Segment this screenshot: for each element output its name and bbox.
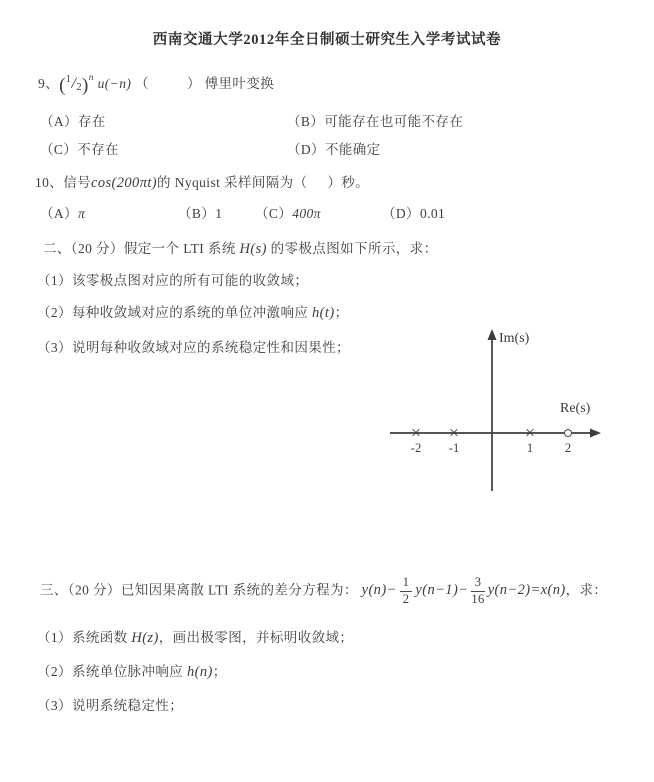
section2-prefix: 二、（20 分）假定一个 LTI 系统	[43, 241, 236, 256]
axis-tick-label: 2	[564, 441, 572, 455]
s3-f3: y(n−2)=x(n)	[487, 582, 566, 599]
q9-option-a	[40, 110, 106, 130]
q9-right-paren: )	[81, 75, 89, 96]
q9-option-c-text: 不存在	[77, 142, 119, 157]
pole-marker: ×	[448, 422, 460, 443]
q9-option-a-label: （A）	[40, 114, 78, 129]
q9-frac-slash: /	[71, 75, 77, 92]
s3-frac2	[471, 576, 484, 606]
q9-option-b-text: 可能存在也可能不存在	[324, 114, 464, 129]
question-9	[38, 72, 274, 97]
q9-left-paren: (	[59, 75, 66, 96]
section3-item2-label: （2）	[37, 664, 72, 679]
q10-option-a-label: （A）	[40, 206, 78, 221]
section2-item2-text: 每种收敛域对应的系统的单位冲激响应	[71, 305, 313, 320]
section2-item1-text: 该零极点图对应的所有可能的收敛域；	[71, 273, 309, 288]
s3-frac1	[400, 576, 413, 606]
q10-option-b	[178, 202, 222, 222]
s3-frac1-den: 2	[402, 591, 410, 606]
q10-tail: 秒。	[341, 175, 370, 190]
s3-f1: y(n)−	[361, 582, 397, 599]
section3-item1-text: 系统函数	[71, 630, 132, 645]
q10-blank-close: ）	[327, 175, 342, 190]
s3-frac1-num: 1	[400, 576, 413, 592]
q9-formula	[59, 73, 132, 96]
section2-item2-label: （2）	[37, 305, 72, 320]
s3-frac2-num: 3	[471, 576, 484, 592]
axis-tick-label: -1	[448, 441, 460, 455]
q9-option-d	[287, 138, 381, 158]
q9-exponent: n	[88, 73, 94, 83]
q9-frac-denominator: 2	[76, 82, 82, 93]
q10-blank-open: （	[293, 175, 308, 190]
q10-option-b-text: 1	[215, 206, 223, 221]
section3-item3-label: （3）	[37, 698, 72, 713]
section2-item3-label: （3）	[37, 340, 72, 355]
section3-item2-text: 系统单位脉冲响应	[71, 664, 187, 679]
pole-marker: ×	[410, 422, 422, 443]
q9-blank-open: （	[135, 76, 149, 91]
page-title: 西南交通大学2012年全日制硕士研究生入学考试试卷	[152, 32, 502, 48]
section3-item1-suffix: ，画出极零图，并标明收敛域；	[158, 630, 354, 645]
q10-option-d-label: （D）	[382, 206, 420, 221]
section2-item2-ht-formula: h(t)	[312, 305, 335, 321]
q10-option-a-text: π	[77, 206, 86, 221]
section3-heading	[40, 576, 607, 606]
q9-option-a-text: 存在	[77, 114, 106, 129]
re-axis-label: Re(s)	[560, 401, 591, 416]
q10-mid: 的 Nyquist 采样间隔为	[157, 175, 294, 190]
q9-number: 9、	[38, 76, 60, 91]
section2-item2-suffix: ；	[334, 305, 349, 320]
section2-item1-label: （1）	[37, 273, 72, 288]
q10-option-d-text: 0.01	[419, 206, 446, 221]
q9-tail: 傅里叶变换	[204, 76, 275, 91]
section3-item2-hn-formula: h(n)	[186, 664, 213, 680]
axis-tick-label: 1	[526, 441, 534, 455]
section3-difference-equation	[361, 575, 566, 606]
section2-item-1	[37, 269, 308, 289]
q9-option-c-label: （C）	[40, 142, 78, 157]
section3-prefix: 三、（20 分）已知因果离散 LTI 系统的差分方程为：	[40, 582, 358, 598]
q9-option-b-label: （B）	[287, 114, 325, 129]
section2-heading	[43, 237, 437, 258]
section3-item1-label: （1）	[37, 630, 72, 645]
im-axis-label: Im(s)	[499, 331, 530, 346]
zero-marker	[564, 429, 572, 437]
section2-item-2	[37, 301, 348, 322]
q10-option-b-label: （B）	[178, 206, 216, 221]
section2-item3-text: 说明每种收敛域对应的系统稳定性和因果性；	[71, 340, 350, 355]
question-10	[35, 171, 369, 192]
q9-option-b	[287, 110, 463, 130]
section2-suffix: 的零极点图如下所示，求：	[270, 241, 438, 256]
q10-cos-formula: cos(200πt)	[91, 175, 158, 191]
q10-option-c-label: （C）	[255, 206, 293, 221]
q10-option-a	[40, 202, 85, 222]
q9-option-d-text: 不能确定	[324, 142, 381, 157]
q10-option-c-text: 400π	[292, 206, 321, 221]
q9-frac-numerator: 1	[65, 74, 72, 85]
section2-item-3	[37, 336, 350, 356]
q9-u-term: u(−n)	[97, 76, 132, 91]
section3-item1-hz-formula: H(z)	[131, 630, 159, 646]
q9-blank-close: ）	[186, 76, 201, 91]
s3-f2: y(n−1)−	[415, 582, 469, 599]
section3-suffix: ，求：	[565, 582, 608, 598]
q9-option-c	[40, 138, 119, 158]
axis-tick-label: -2	[410, 441, 422, 455]
q10-option-d	[382, 202, 445, 222]
section2-hs-formula: H(s)	[239, 241, 267, 257]
q9-option-d-label: （D）	[287, 142, 325, 157]
q10-option-c	[255, 202, 321, 222]
section3-item-1	[37, 626, 353, 647]
pole-zero-diagram	[388, 325, 624, 497]
section3-item2-suffix: ；	[212, 664, 227, 679]
pole-marker: ×	[524, 422, 536, 443]
s3-frac2-den: 16	[471, 591, 485, 606]
q10-prefix: 10、信号	[35, 175, 91, 190]
section3-item3-text: 说明系统稳定性；	[71, 698, 184, 713]
section3-item-2	[37, 660, 227, 681]
section3-item-3	[37, 694, 183, 714]
